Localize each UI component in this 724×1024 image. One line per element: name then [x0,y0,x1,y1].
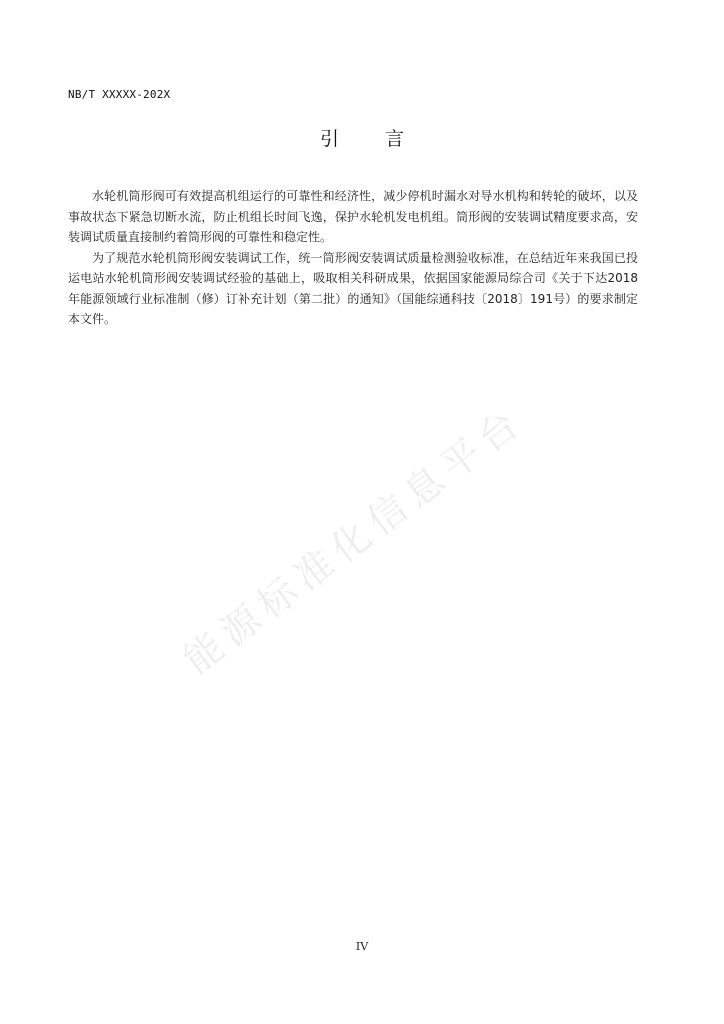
paragraph: 为了规范水轮机筒形阀安装调试工作，统一筒形阀安装调试质量检测验收标准，在总结近年来我国已投运电站水轮机筒形阀安装调试经验的基础上，吸取相关科研成果，依据国家能源局综合司《关于下达2018年能源领域行业标准制（修）订补充计划（第二批）的通知》（国能综通科技〔2018〕191号）的要求制定本文件。 [68,250,638,326]
page-number: IV [355,940,369,953]
watermark: 能源标准化信息平台 [175,398,533,683]
introduction-body [68,186,638,330]
section-title: 引 言 [319,128,425,150]
paragraph: 水轮机筒形阀可有效提高机组运行的可靠性和经济性，减少停机时漏水对导水机构和转轮的破坏，以及事故状态下紧急切断水流，防止机组长时间飞逸，保护水轮机发电机组。筒形阀的安装调试精度要求高，安装调试质量直接制约着筒形阀的可靠性和稳定性。 [68,189,638,244]
standard-code-header: NB/T XXXXX-202X [68,88,171,101]
